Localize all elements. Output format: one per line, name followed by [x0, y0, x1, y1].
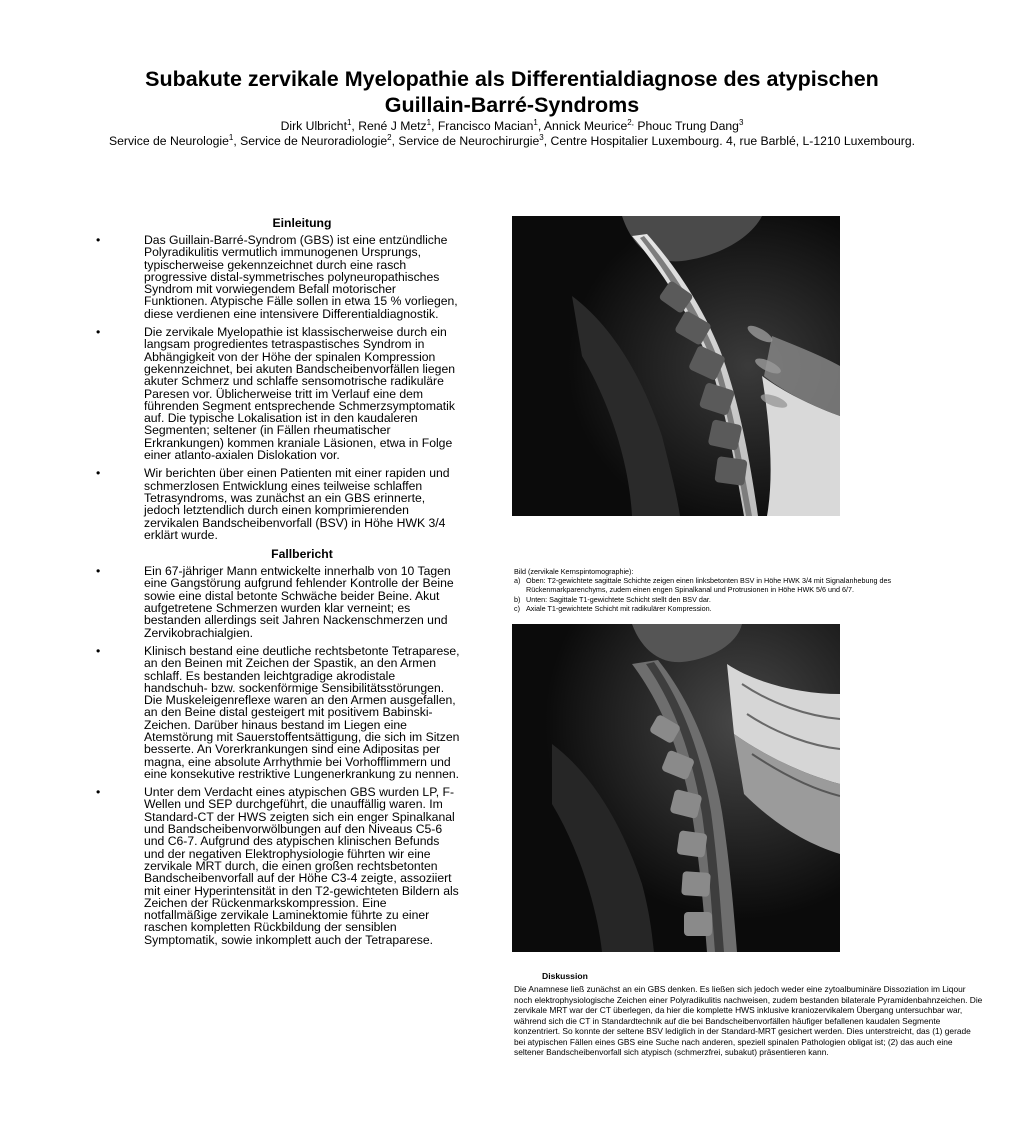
author-sep: , [351, 119, 359, 133]
affiliation-name: Service de Neurochirurgie [398, 134, 540, 148]
list-item-text: Unter dem Verdacht eines atypischen GBS wurden LP, F-Wellen und SEP durchgeführt, die unauffällig waren. Im Standard-CT der HWS zeigten sich ein enger Spinalkanal und Bandscheibenvorwölbungen auf den Niveaus C5-6 und C6-7. Aufgrund des atypischen klinischen Befunds und der negativen Elektrophysiologie führten wir eine zervikale MRT durch, die einen großen rechtsbetonten Bandscheibenvorfall auf der Höhe C3-4 zeigte, assoziiert mit einer Hyperintensität in den T2-gewichteten Bildern als Zeichen der Rückenmarkskompression. Eine notfallmäßige zervikale Laminektomie führte zu einer raschen kompletten Rückbildung der sensiblen Symptomatik, sowie inkomplett auch der Tetraparese. [144, 785, 459, 947]
caption-item-label: b) [514, 594, 521, 604]
fallbericht-list [92, 565, 462, 946]
bullet-icon: • [96, 643, 101, 658]
diskussion-text: Die Anamnese ließ zunächst an ein GBS denken. Es ließen sich jedoch weder eine zytoalbuminäre Dissoziation im Liqour noch elektrophysiologische Zeichen einer Polyradikulitis nachweisen, zudem bestanden bilaterale Pyramidenbahnzeichen. Die zervikale MRT war der CT überlegen, da hier die komplette HWS inklusive kraniozervikalem Übergang untersuchbar war, während sich die CT in Standardtechnik auf die bei Bandscheibenvorfällen häufiger befallenen kaudalen Segmente konzentriert. So konnte der seltene BSV lediglich in der Standard-MRT gesichert werden. Dies unterstreicht, das (1) gerade bei atypischen Fällen eines GBS eine Suche nach anderen, speziell spinalen Pathologien obligat ist; (2) das auch eine seltener Bandscheibenvorfall sich atypisch (schmerzfrei, subakut) präsentieren kann. [514, 984, 983, 1057]
affiliation-list [40, 134, 984, 149]
bullet-icon: • [96, 233, 101, 247]
bullet-icon: • [96, 466, 101, 481]
caption-item-text: Unten: Sagittale T1-gewichtete Schicht stellt den BSV dar. [526, 594, 711, 604]
caption-item-text: Axiale T1-gewichtete Schicht mit radikulärer Kompression. [526, 603, 712, 613]
caption-item-text: Oben: T2-gewichtete sagittale Schichte zeigen einen linksbetonten BSV in Höhe HWK 3/4 mit Signalanhebung des Rückenmarkparenchyms, zudem einen engen Spinalkanal und Protrusionen in Höhe HWK 5/6 und 6/7. [526, 576, 892, 595]
bullet-icon: • [96, 785, 101, 800]
section-heading-einleitung: Einleitung [272, 216, 332, 230]
list-item [92, 234, 462, 320]
list-item-text: Ein 67-jähriger Mann entwickelte innerhalb von 10 Tagen eine Gangstörung aufgrund fehlender Kontrolle der Beine sowie eine distal betonte Schwäche beider Beine. Akut aufgetretene Schmerzen wurden klar verneint; es bestanden allerdings seit Jahren Nackenschmerzen und Zervikobrachialgien. [144, 564, 454, 640]
list-item-text: Wir berichten über einen Patienten mit einer rapiden und schmerzlosen Entwicklung eines teilweise schlaffen Tetrasyndroms, was zunächst an ein GBS erinnerte, jedoch letztendlich durch einen komprimierenden zervikalen Bandscheibenvorfall (BSV) in Höhe HWK 3/4 erklärt wurde. [144, 466, 450, 542]
author-name: Dirk Ulbricht [280, 119, 347, 133]
list-item [92, 467, 462, 541]
author-list [40, 119, 984, 134]
figure-caption [514, 567, 934, 613]
affiliation-name: Service de Neurologie [108, 134, 229, 148]
bullet-icon: • [96, 325, 101, 340]
caption-item [514, 604, 934, 613]
author-name: René J Metz [358, 119, 427, 133]
affiliation-sup: 2 [387, 132, 392, 142]
list-item [92, 326, 462, 461]
caption-item [514, 576, 934, 594]
affiliation-sup: 3 [539, 132, 544, 142]
affiliation-sep: , [391, 134, 399, 148]
list-item-text: Das Guillain-Barré-Syndrom (GBS) ist eine entzündliche Polyradikulitis vermutlich immunogenen Ursprungs, typischerweise gekennzeichnet durch eine rasch progressive distal-symmetrisches polyneuropathisches Syndrom mit vorwiegendem Befall motorischer Funktionen. Atypische Fälle sollen in etwa 15 % vorliegen, diese verdienen eine intensivere Differentialdiagnostik. [144, 233, 458, 321]
mri-image-t1-sagittal [512, 624, 840, 952]
caption-item [514, 595, 934, 604]
author-sup: 3 [738, 117, 744, 127]
title-line-2: Guillain-Barré-Syndroms [384, 93, 640, 117]
left-column [92, 216, 462, 952]
list-item-text: Die zervikale Myelopathie ist klassischerweise durch ein langsam progredientes tetraspastisches Syndrom in Abhängigkeit von der Höhe der spinalen Kompression gekennzeichnet, bei akuten Bandscheibenvorfällen liegen akuter Schmerz und schlaffe sensomotrische radikuläre Paresen vor. Üblicherweise tritt im Verlauf eine dem führenden Segment entsprechende Schmerzsymptomatik auf. Die typische Lokalisation ist in den kaudaleren Segmenten; seltener (in Fällen rheumatischer Erkrankungen) kommen kraniale Läsionen, etwa in Folge einer atlanto-axialen Dislokation vor. [144, 325, 456, 463]
list-item-text: Klinisch bestand eine deutliche rechtsbetonte Tetraparese, an den Beinen mit Zeichen der Spastik, an den Armen schlaff. Es bestanden leichtgradige akrodistale handschuh- bzw. sockenförmige Sensibilitätsstörungen. Die Muskeleigenreflexe waren an den Armen ausgefallen, an den Beine distal gesteigert mit positivem Babinski-Zeichen. Darüber hinaus bestand im Liegen eine Atemstörung mit Sauerstoffentsättigung, die sich im Sitzen besserte. An Vorerkrankungen sind eine Adipositas per magna, eine absolute Arrhythmie bei Vorhofflimmern und eine konsekutive restriktive Lungenerkrankung zu nennen. [144, 643, 460, 781]
list-item [92, 565, 462, 639]
author-sup: 1 [426, 117, 432, 127]
mri-image-t2-sagittal [512, 216, 840, 516]
poster-title [60, 66, 964, 118]
caption-item-label: a) [514, 576, 521, 586]
affiliation-name: Service de Neuroradiologie [240, 134, 388, 148]
affiliation-sup: 1 [228, 132, 234, 142]
author-sup: 1 [346, 117, 352, 127]
list-item [92, 645, 462, 780]
author-sep: , [537, 119, 544, 133]
title-line-1: Subakute zervikale Myelopathie als Differentialdiagnose des atypischen [145, 67, 879, 91]
caption-item-label: c) [514, 603, 520, 613]
bullet-icon: • [96, 564, 101, 579]
section-heading-diskussion: Diskussion [542, 971, 588, 981]
affiliation-sep: , Centre Hospitalier Luxembourg. 4, rue Barblé, L-1210 Luxembourg. [543, 134, 915, 148]
affiliation-sep: , [233, 134, 241, 148]
author-sep: , [431, 119, 438, 133]
author-name: Annick Meurice [543, 119, 628, 133]
caption-head: Bild (zervikale Kernspintomographie): [514, 567, 634, 576]
list-item [92, 786, 462, 946]
author-name: Phouc Trung Dang [637, 119, 739, 133]
author-sup: 1 [533, 117, 538, 127]
section-heading-fallbericht: Fallbericht [271, 547, 333, 562]
einleitung-list [92, 234, 462, 541]
author-sup: 2, [627, 117, 634, 127]
author-name: Francisco Macian [437, 119, 534, 133]
